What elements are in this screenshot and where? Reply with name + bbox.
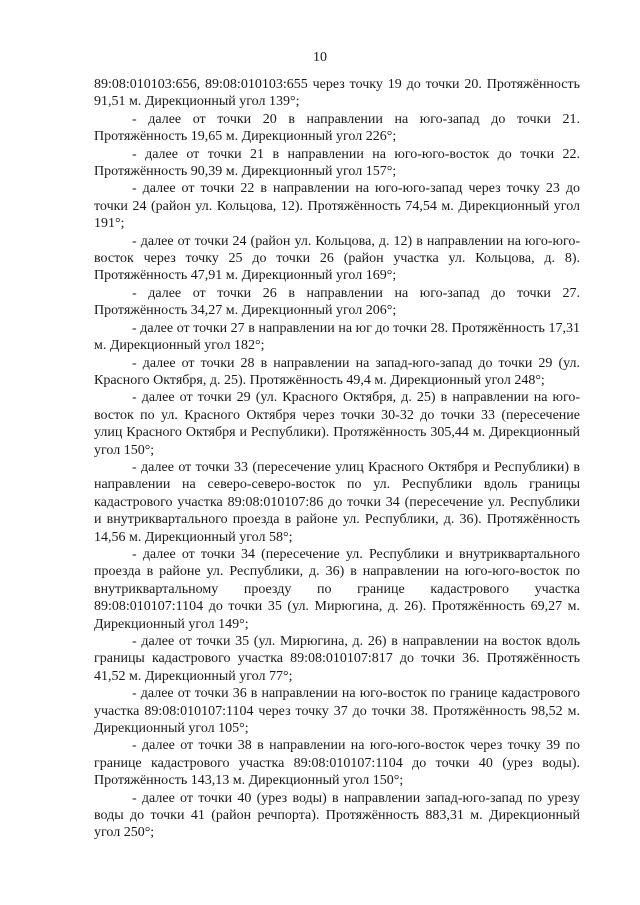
paragraph-1: 89:08:010103:656, 89:08:010103:655 через точку 19 до точки 20. Протяжённость 91,51 м. Дирекционный угол 139°; bbox=[94, 77, 580, 110]
page-number: 10 bbox=[313, 50, 327, 65]
document-body bbox=[94, 76, 580, 842]
paragraph-8: - далее от точки 28 в направлении на запад-юго-запад до точки 29 (ул. Красного Октября, д. 25). Протяжённость 49,4 м. Дирекционный угол 248°; bbox=[94, 355, 580, 388]
paragraph-9: - далее от точки 29 (ул. Красного Октября, д. 25) в направлении на юго-восток по ул. Красного Октября через точки 30-32 до точки 33 (пересечение улиц Красного Октября и Республики). Протяжённость 305,44 м. Дирекционный угол 150°; bbox=[94, 390, 580, 458]
paragraph-14: - далее от точки 38 в направлении на юго-юго-восток через точку 39 по границе кадастрового участка 89:08:010107:1104 до точки 40 (урез воды). Протяжённость 143,13 м. Дирекционный угол 150°; bbox=[94, 738, 580, 789]
paragraph-15: - далее от точки 40 (урез воды) в направлении запад-юго-запад по урезу воды до точки 41 (район речпорта). Протяжённость 883,31 м. Дирекционный угол 250°; bbox=[94, 790, 580, 841]
paragraph-11: - далее от точки 34 (пересечение ул. Республики и внутриквартального проезда в районе ул. Республики, д. 36) в направлении на юго-юго-восток по внутриквартальному проезду по границе кадастрового участка 89:08:010107:1104 до точки 35 (ул. Мирюгина, д. 26). Протяжённость 69,27 м. Дирекционный угол 149°; bbox=[94, 546, 580, 632]
paragraph-6: - далее от точки 26 в направлении на юго-запад до точки 27. Протяжённость 34,27 м. Дирекционный угол 206°; bbox=[94, 285, 580, 319]
paragraph-2: - далее от точки 20 в направлении на юго-запад до точки 21. Протяжённость 19,65 м. Дирекционный угол 226°; bbox=[94, 111, 580, 145]
paragraph-7: - далее от точки 27 в направлении на юг до точки 28. Протяжённость 17,31 м. Дирекционный угол 182°; bbox=[94, 320, 580, 354]
paragraph-3: - далее от точки 21 в направлении на юго-юго-восток до точки 22. Протяжённость 90,39 м. Дирекционный угол 157°; bbox=[94, 146, 580, 180]
paragraph-5: - далее от точки 24 (район ул. Кольцова, д. 12) в направлении на юго-юго-восток через точку 25 до точки 26 (район участка ул. Кольцова, д. 8). Протяжённость 47,91 м. Дирекционный угол 169°; bbox=[94, 233, 580, 284]
paragraph-4: - далее от точки 22 в направлении на юго-юго-запад через точку 23 до точки 24 (район ул. Кольцова, 12). Протяжённость 74,54 м. Дирекционный угол 191°; bbox=[94, 181, 580, 232]
paragraph-10: - далее от точки 33 (пересечение улиц Красного Октября и Республики) в направлении на северо-северо-восток по ул. Республики вдоль границы кадастрового участка 89:08:010107:86 до точки 34 (пересечение ул. Республики и внутриквартального проезда в районе ул. Республики, д. 36). Протяжённость 14,56 м. Дирекционный угол 58°; bbox=[94, 459, 580, 545]
paragraph-13: - далее от точки 36 в направлении на юго-восток по границе кадастрового участка 89:08:010107:1104 через точку 37 до точки 38. Протяжённость 98,52 м. Дирекционный угол 105°; bbox=[94, 686, 580, 737]
paragraph-12: - далее от точки 35 (ул. Мирюгина, д. 26) в направлении на восток вдоль границы кадастрового участка 89:08:010107:817 до точки 36. Протяжённость 41,52 м. Дирекционный угол 77°; bbox=[94, 634, 580, 684]
